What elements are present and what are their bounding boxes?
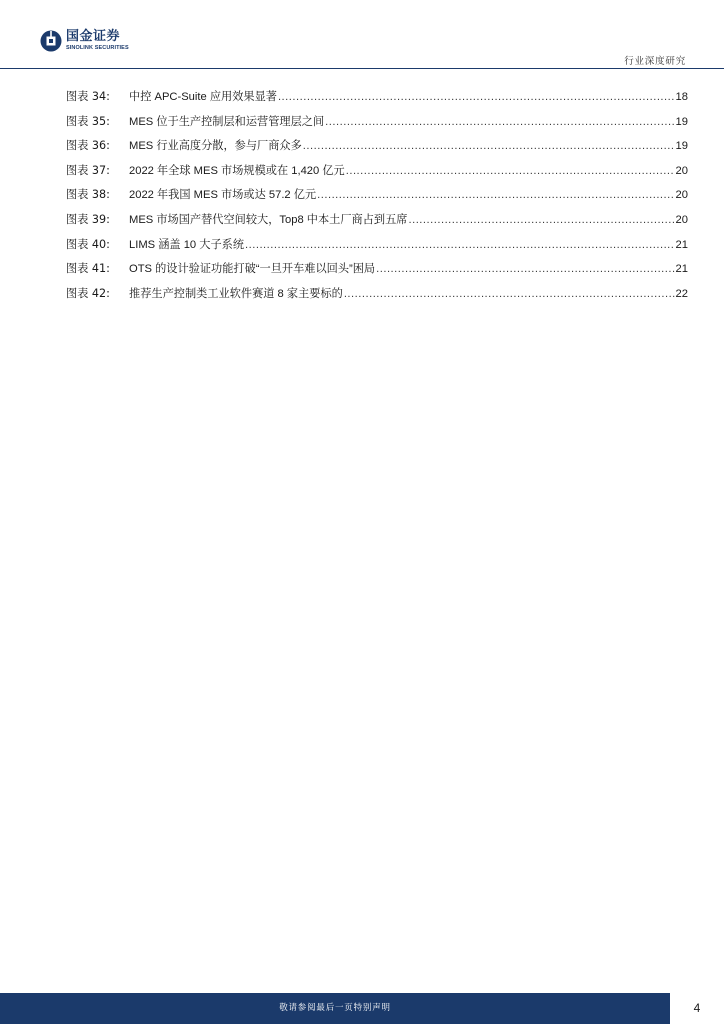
toc-entry-title[interactable]: MES 行业高度分散，参与厂商众多 [129, 140, 302, 153]
page-header [0, 0, 724, 70]
toc-entry[interactable] [66, 186, 688, 211]
toc-entry[interactable] [66, 162, 688, 187]
toc-dot-leader [346, 165, 675, 177]
toc-entry[interactable] [66, 211, 688, 236]
toc-entry-page[interactable]: 18 [675, 91, 688, 103]
toc-entry-title[interactable]: 中控 APC-Suite 应用效果显著 [129, 91, 277, 103]
toc-dot-leader [408, 214, 674, 226]
toc-entry-label: 图表 35: [66, 114, 110, 128]
brand-name-cn: 国金证券 [66, 29, 121, 45]
toc-entry-page[interactable]: 21 [675, 238, 688, 251]
toc-dot-leader [325, 116, 674, 128]
toc-dot-leader [317, 189, 674, 201]
toc-entry[interactable] [66, 285, 688, 310]
toc-entry-label: 图表 39: [66, 212, 110, 226]
toc-entry-title[interactable]: 2022 年我国 MES 市场或达 57.2 亿元 [129, 189, 317, 202]
toc-entry-title[interactable]: MES 市场国产替代空间较大，Top8 中本土厂商占到五席 [129, 213, 408, 226]
toc-dot-leader [344, 288, 675, 300]
brand-name-en: SINOLINK SECURITIES [66, 45, 129, 52]
toc-dot-leader [303, 140, 675, 152]
toc-entry-page[interactable]: 19 [675, 140, 688, 153]
footer-disclaimer: 敬请参阅最后一页特别声明 [279, 1003, 391, 1013]
toc-entry-title[interactable]: 2022 年全球 MES 市场规模或在 1,420 亿元 [129, 164, 345, 177]
toc-dot-leader [245, 239, 675, 251]
toc-entry[interactable] [66, 88, 688, 113]
toc-entry-label: 图表 40: [66, 237, 110, 251]
toc-entry[interactable] [66, 137, 688, 162]
toc-entry-label: 图表 41: [66, 262, 110, 276]
toc-entry-label: 图表 42: [66, 286, 110, 300]
toc-entry-title[interactable]: LIMS 涵盖 10 大子系统 [129, 238, 245, 251]
toc-entry-label: 图表 37: [66, 163, 110, 177]
toc-dot-leader [278, 91, 675, 103]
toc-entry-label: 图表 36: [66, 139, 110, 153]
page-number: 4 [693, 1001, 701, 1015]
toc-dot-leader [376, 263, 674, 275]
toc-entry-page[interactable]: 22 [675, 287, 688, 300]
company-logo [40, 30, 129, 52]
toc-entry-page[interactable]: 20 [675, 164, 688, 177]
toc-entry-page[interactable]: 21 [675, 263, 688, 276]
toc-entry-label: 图表 38: [66, 188, 110, 202]
toc-entry-title[interactable]: MES 位于生产控制层和运营管理层之间 [129, 115, 325, 128]
toc-entry-page[interactable]: 20 [675, 213, 688, 226]
toc-entry-title[interactable]: OTS 的设计验证功能打破“一旦开车难以回头”困局 [129, 263, 376, 276]
toc-entry-title[interactable]: 推荐生产控制类工业软件赛道 8 家主要标的 [129, 287, 343, 300]
header-divider [0, 68, 724, 69]
toc-entry-page[interactable]: 20 [675, 189, 688, 202]
toc-entry[interactable] [66, 113, 688, 138]
toc-entry[interactable] [66, 236, 688, 261]
toc-entry-page[interactable]: 19 [675, 115, 688, 128]
page-footer [0, 993, 724, 1024]
report-type-label: 行业深度研究 [624, 56, 686, 67]
toc-entry[interactable] [66, 260, 688, 285]
sinolink-logo-icon [40, 30, 62, 52]
toc-entry-label: 图表 34: [66, 90, 110, 103]
figure-index [66, 88, 688, 309]
